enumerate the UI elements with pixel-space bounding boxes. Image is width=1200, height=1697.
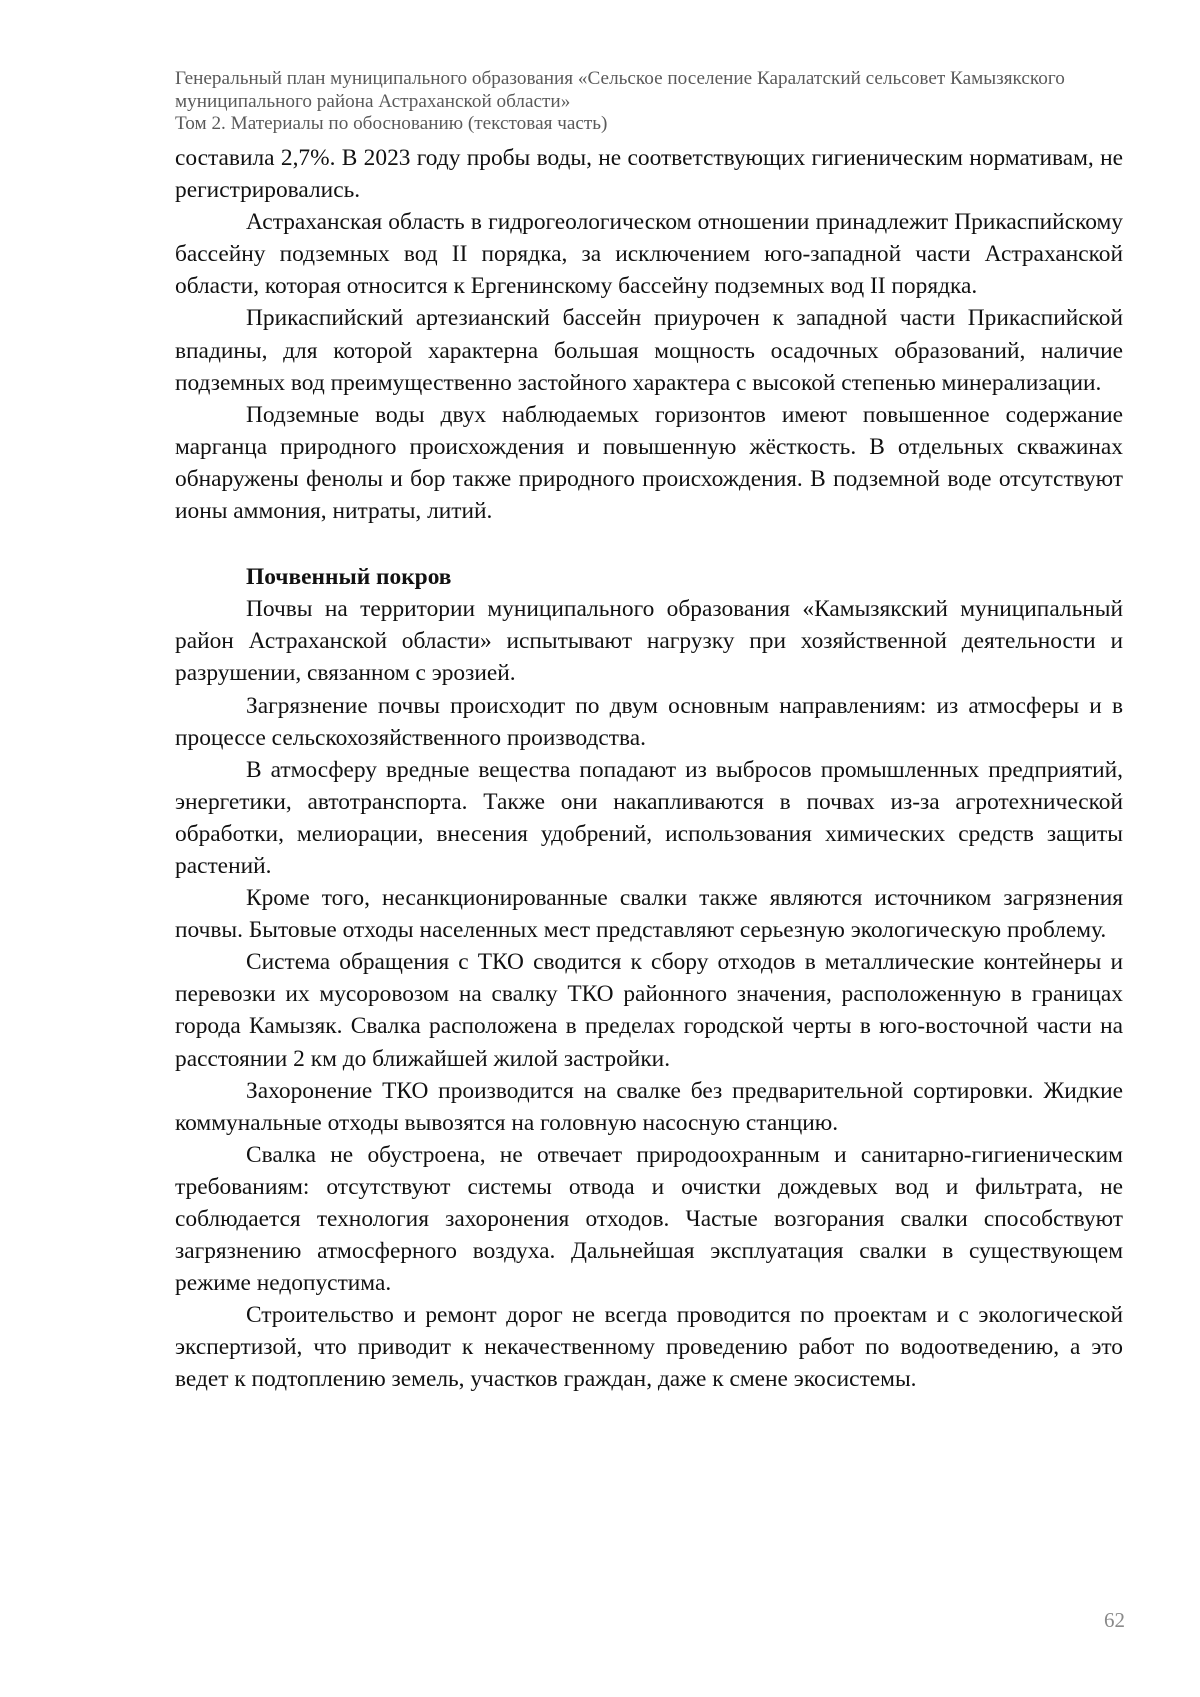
document-body xyxy=(175,142,1123,1396)
page-header xyxy=(175,68,1125,136)
header-line-2: муниципального района Астраханской области» xyxy=(175,90,571,112)
paragraph-artesian-basin: Прикаспийский артезианский бассейн приурочен к западной части Прикаспийской впадины, для которой характерна большая мощность осадочных образований, наличие подземных вод преимущественно застойного характера с высокой степенью минерализации. xyxy=(175,305,1123,396)
paragraph-water-samples: составила 2,7%. В 2023 году пробы воды, не соответствующих гигиеническим нормативам, не регистрировались. xyxy=(175,145,1123,204)
page-number: 62 xyxy=(1104,1608,1125,1632)
paragraph-landfill-state: Свалка не обустроена, не отвечает природоохранным и санитарно-гигиеническим требованиям: отсутствуют системы отвода и очистки дождевых вод и фильтрата, не соблюдается технология захоронения отходов. Частые возгорания свалки способствуют загрязнению атмосферного воздуха. Дальнейшая эксплуатация свалки в существующем режиме недопустима. xyxy=(175,1141,1123,1297)
paragraph-waste-system: Система обращения с ТКО сводится к сбору отходов в металлические контейнеры и перевозки их мусоровозом на свалку ТКО районного значения, расположенную в границах города Камызяк. Свалка расположена в пределах городской черты в юго-восточной части на расстоянии 2 км до ближайшей жилой застройки. xyxy=(175,949,1123,1072)
header-line-3: Том 2. Материалы по обоснованию (текстовая часть) xyxy=(175,113,608,134)
paragraph-road-construction: Строительство и ремонт дорог не всегда проводится по проектам и с экологической экспертизой, что приводит к некачественному проведению работ по водоотведению, а это ведет к подтоплению земель, участков граждан, даже к смене экосистемы. xyxy=(175,1302,1123,1393)
paragraph-atmosphere: В атмосферу вредные вещества попадают из выбросов промышленных предприятий, энергетики, автотранспорта. Также они накапливаются в почвах из-за агротехнической обработки, мелиорации, внесения удобрений, использования химических средств защиты растений. xyxy=(175,756,1123,879)
paragraph-waste-burial: Захоронение ТКО производится на свалке без предварительной сортировки. Жидкие коммунальные отходы вывозятся на головную насосную станцию. xyxy=(175,1077,1123,1136)
paragraph-groundwater: Подземные воды двух наблюдаемых горизонтов имеют повышенное содержание марганца природного происхождения и повышенную жёсткость. В отдельных скважинах обнаружены фенолы и бор также природного происхождения. В подземной воде отсутствуют ионы аммония, нитраты, литий. xyxy=(175,401,1123,525)
paragraph-illegal-dumps: Кроме того, несанкционированные свалки также являются источником загрязнения почвы. Бытовые отходы населенных мест представляют серьезную экологическую проблему. xyxy=(175,885,1123,944)
paragraph-soil-load: Почвы на территории муниципального образования «Камызякский муниципальный район Астраханской области» испытывают нагрузку при хозяйственной деятельности и разрушении, связанном с эрозией. xyxy=(175,596,1123,687)
paragraph-hydrogeology: Астраханская область в гидрогеологическом отношении принадлежит Прикаспийскому бассейну подземных вод II порядка, за исключением юго-западной части Астраханской области, которая относится к Ергенинскому бассейну подземных вод II порядка. xyxy=(175,209,1123,300)
paragraph-soil-pollution: Загрязнение почвы происходит по двум основным направлениям: из атмосферы и в процессе сельскохозяйственного производства. xyxy=(175,692,1123,751)
section-heading-soil-cover: Почвенный покров xyxy=(246,564,452,591)
header-line-1: Генеральный план муниципального образования «Сельское поселение Каралатский сельсовет Камызякского xyxy=(175,68,1065,89)
